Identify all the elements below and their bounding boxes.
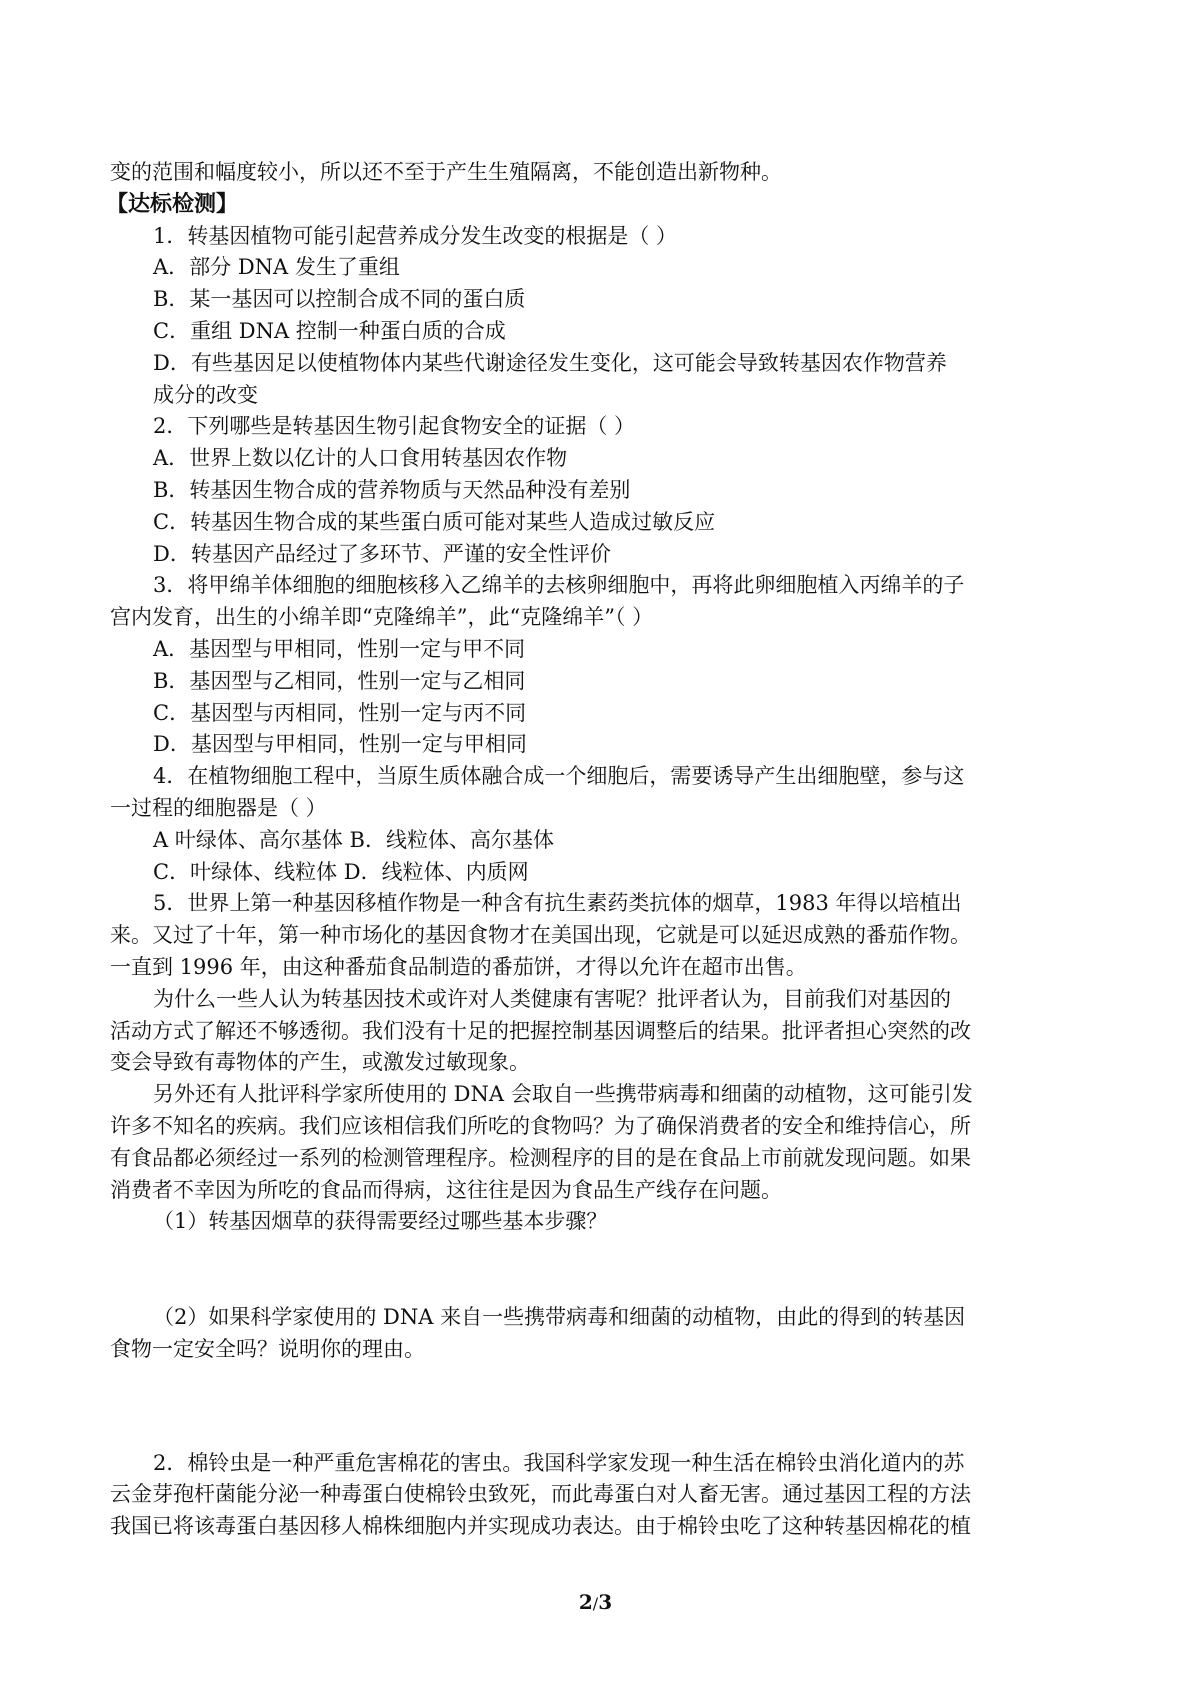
question-2b: 2．棉铃虫是一种严重危害棉花的害虫。我国科学家发现一种生活在棉铃虫消化道内的苏 (153, 1450, 965, 1475)
answer-space (110, 1238, 1088, 1302)
text-line: 活动方式了解还不够透彻。我们没有十足的把握控制基因调整后的结果。批评者担心突然的改 (110, 1018, 971, 1043)
text-line: 来。又过了十年，第一种市场化的基因食物才在美国出现，它就是可以延迟成熟的番茄作物。 (110, 923, 971, 948)
text-line: 有食品都必须经过一系列的检测管理程序。检测程序的目的是在食品上市前就发现问题。如果 (110, 1145, 971, 1170)
text-line: 食物一定安全吗？说明你的理由。 (110, 1336, 425, 1361)
question-2: 2．下列哪些是转基因生物引起食物安全的证据（ ） (153, 414, 636, 439)
answer-space (110, 1366, 1088, 1448)
paragraph-line: 另外还有人批评科学家所使用的 DNA 会取自一些携带病毒和细菌的动植物，这可能引发 (153, 1082, 973, 1107)
total-pages: 3 (598, 1590, 613, 1614)
text-line: 我国已将该毒蛋白基因移人棉株细胞内并实现成功表达。由于棉铃虫吃了这种转基因棉花的植 (110, 1514, 971, 1539)
text-line: 变的范围和幅度较小，所以还不至于产生生殖隔离，不能创造出新物种。 (110, 160, 782, 184)
document-body (106, 157, 1088, 1543)
option-line: 成分的改变 (153, 382, 258, 407)
text-line: 宫内发育，出生的小绵羊即“克隆绵羊”，此“克隆绵羊”（ ） (110, 605, 654, 630)
option-line: A．基因型与甲相同，性别一定与甲不同 (153, 636, 526, 661)
sub-question-1: （1）转基因烟草的获得需要经过哪些基本步骤？ (153, 1209, 608, 1234)
text-line: 变会导致有毒物体的产生，或激发过敏现象。 (110, 1050, 530, 1075)
option-line: B．某一基因可以控制合成不同的蛋白质 (153, 287, 526, 312)
page-number (0, 1590, 1191, 1614)
option-line: D．有些基因足以使植物体内某些代谢途径发生变化，这可能会导致转基因农作物营养 (153, 350, 947, 375)
text-line: 一过程的细胞器是（ ） (110, 795, 327, 820)
question-4: 4．在植物细胞工程中，当原生质体融合成一个细胞后，需要诱导产生出细胞壁，参与这 (153, 764, 965, 789)
option-line: B．转基因生物合成的营养物质与天然品种没有差别 (153, 477, 631, 502)
paragraph-line: 为什么一些人认为转基因技术或许对人类健康有害呢？批评者认为，目前我们对基因的 (153, 986, 951, 1011)
option-line: A 叶绿体、高尔基体 B．线粒体、高尔基体 (153, 827, 554, 852)
text-line: 一直到 1996 年，由这种番茄食品制造的番茄饼，才得以允许在超市出售。 (110, 954, 807, 979)
option-line: C．转基因生物合成的某些蛋白质可能对某些人造成过敏反应 (153, 509, 716, 534)
option-line: C．重组 DNA 控制一种蛋白质的合成 (153, 318, 506, 343)
text-line: 许多不知名的疾病。我们应该相信我们所吃的食物吗？为了确保消费者的安全和维持信心，所 (110, 1113, 971, 1138)
option-line: D．转基因产品经过了多环节、严谨的安全性评价 (153, 541, 611, 566)
sub-question-2: （2）如果科学家使用的 DNA 来自一些携带病毒和细菌的动植物，由此的得到的转基因 (153, 1305, 966, 1330)
section-heading: 【达标检测】 (106, 191, 239, 217)
question-5: 5．世界上第一种基因移植作物是一种含有抗生素药类抗体的烟草，1983 年得以培植出 (153, 891, 962, 916)
option-line: D．基因型与甲相同，性别一定与甲相同 (153, 732, 527, 757)
option-line: C．基因型与丙相同，性别一定与丙不同 (153, 700, 527, 725)
text-line: 消费者不幸因为所吃的食品而得病，这往往是因为食品生产线存在问题。 (110, 1177, 782, 1202)
question-3: 3．将甲绵羊体细胞的细胞核移入乙绵羊的去核卵细胞中，再将此卵细胞植入丙绵羊的子 (153, 573, 965, 598)
option-line: C．叶绿体、线粒体 D．线粒体、内质网 (153, 859, 529, 884)
option-line: A．世界上数以亿计的人口食用转基因农作物 (153, 446, 568, 471)
option-line: B．基因型与乙相同，性别一定与乙相同 (153, 668, 526, 693)
page-separator: / (592, 1594, 599, 1613)
question-1: 1．转基因植物可能引起营养成分发生改变的根据是（ ） (153, 223, 678, 248)
text-line: 云金芽孢杆菌能分泌一种毒蛋白使棉铃虫致死，而此毒蛋白对人畜无害。通过基因工程的方法 (110, 1482, 971, 1507)
option-line: A．部分 DNA 发生了重组 (153, 255, 400, 280)
current-page: 2 (578, 1590, 593, 1614)
